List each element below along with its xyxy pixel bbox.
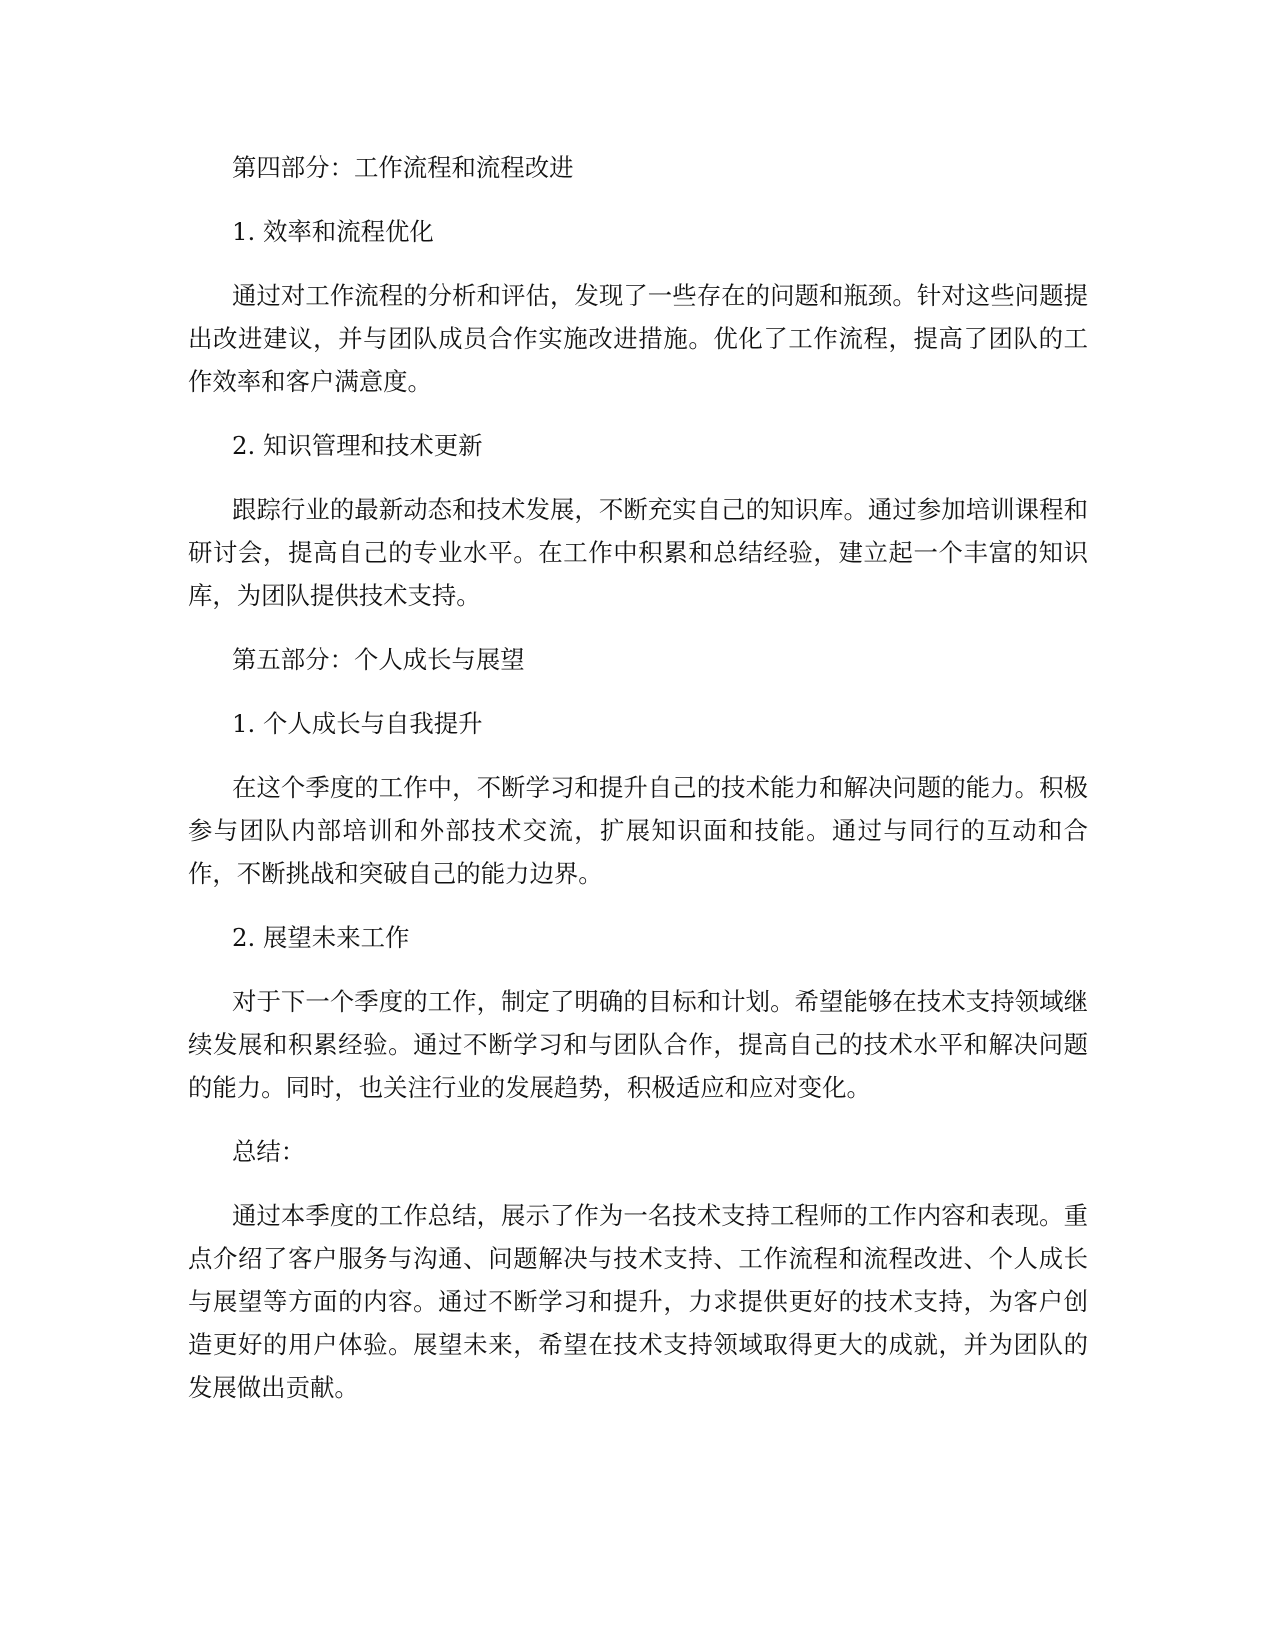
section-5-item-2-heading: 2. 展望未来工作 — [232, 923, 410, 952]
summary-heading: 总结： — [232, 1137, 306, 1166]
section-5-title: 第五部分：个人成长与展望 — [232, 645, 525, 674]
summary-body: 通过本季度的工作总结，展示了作为一名技术支持工程师的工作内容和表现。重点介绍了客户服务与沟通、问题解决与技术支持、工作流程和流程改进、个人成长与展望等方面的内容。通过不断学习和提升，力求提供更好的技术支持，为客户创造更好的用户体验。展望未来，希望在技术支持领域取得更大的成就，并为团队的发展做出贡献。 — [188, 1201, 1088, 1402]
section-4-title: 第四部分：工作流程和流程改进 — [232, 153, 574, 182]
section-5-item-1-body: 在这个季度的工作中，不断学习和提升自己的技术能力和解决问题的能力。积极参与团队内部培训和外部技术交流，扩展知识面和技能。通过与同行的互动和合作，不断挑战和突破自己的能力边界。 — [188, 773, 1088, 888]
section-4-item-2-heading: 2. 知识管理和技术更新 — [232, 431, 483, 460]
section-5-item-2-body: 对于下一个季度的工作，制定了明确的目标和计划。希望能够在技术支持领域继续发展和积累经验。通过不断学习和与团队合作，提高自己的技术水平和解决问题的能力。同时，也关注行业的发展趋势，积极适应和应对变化。 — [188, 987, 1088, 1102]
section-4-item-1-body: 通过对工作流程的分析和评估，发现了一些存在的问题和瓶颈。针对这些问题提出改进建议，并与团队成员合作实施改进措施。优化了工作流程，提高了团队的工作效率和客户满意度。 — [188, 281, 1088, 396]
section-5-item-1-heading: 1. 个人成长与自我提升 — [232, 709, 483, 738]
document-body — [188, 146, 1088, 1409]
section-4-item-2-body: 跟踪行业的最新动态和技术发展，不断充实自己的知识库。通过参加培训课程和研讨会，提高自己的专业水平。在工作中积累和总结经验，建立起一个丰富的知识库，为团队提供技术支持。 — [188, 495, 1088, 610]
section-4-item-1-heading: 1. 效率和流程优化 — [232, 217, 434, 246]
